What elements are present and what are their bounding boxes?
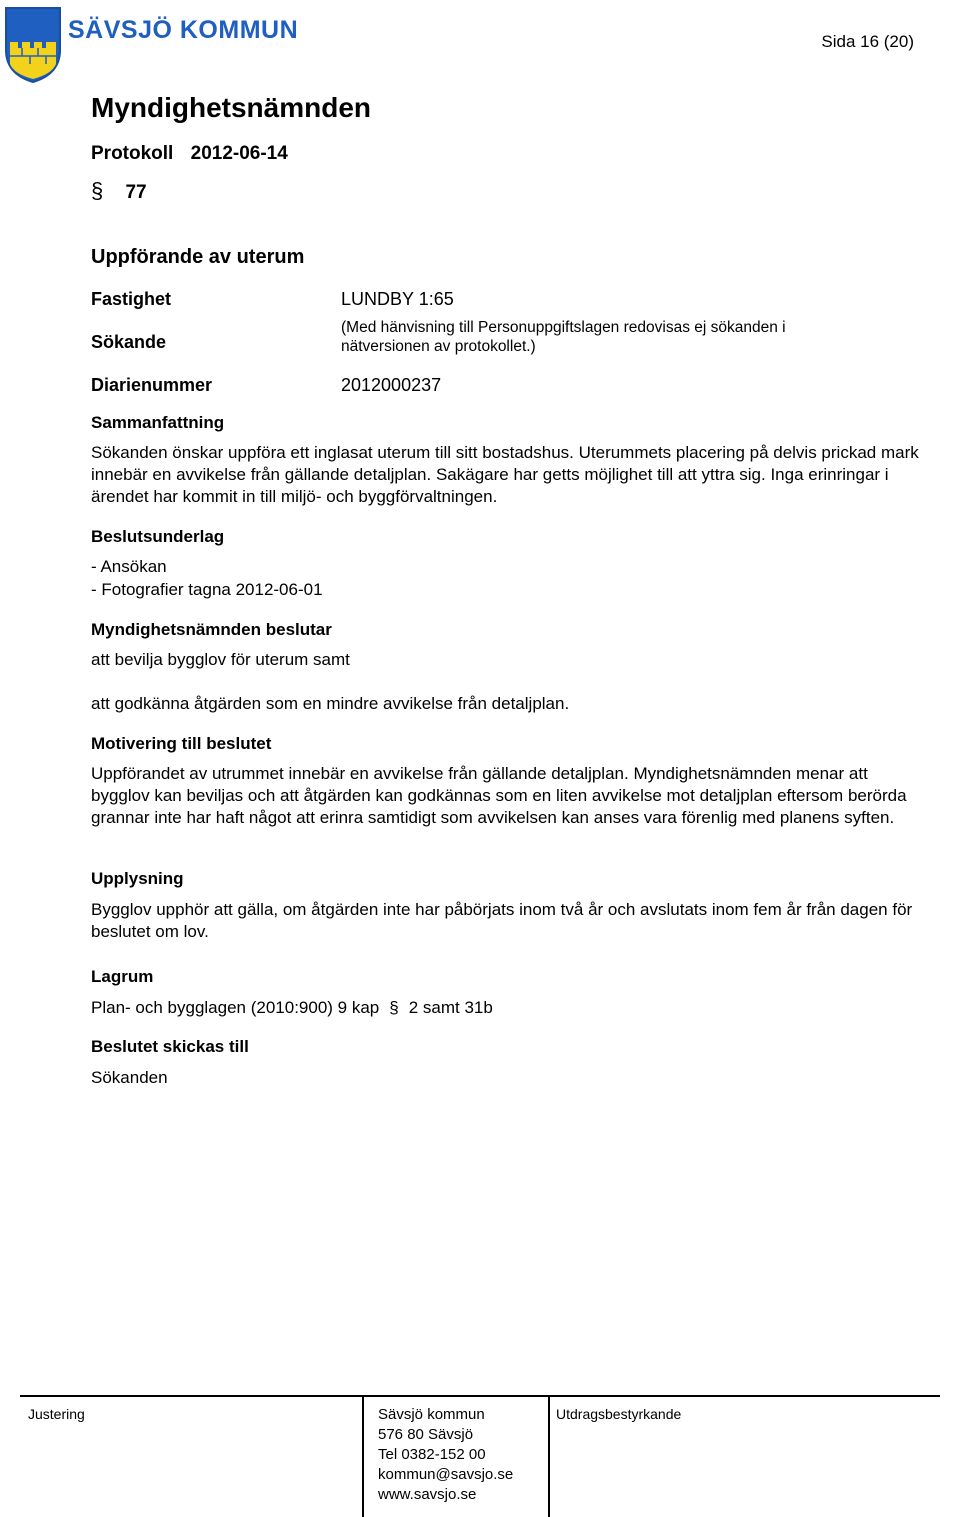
footer-utdragsbestyrkande: Utdragsbestyrkande (556, 1406, 682, 1422)
footer-justering: Justering (28, 1406, 85, 1422)
upplysning-heading: Upplysning (91, 869, 184, 888)
footer-postal-address: 576 80 Sävsjö (378, 1426, 474, 1443)
case-title: Uppförande av uterum (91, 246, 305, 268)
sammanfattning-text (91, 442, 921, 508)
section-sign-icon: § (389, 998, 399, 1017)
protocol-date: 2012-06-14 (190, 143, 288, 164)
footer-phone: Tel 0382-152 00 (378, 1446, 486, 1463)
page-number: Sida 16 (20) (821, 32, 914, 51)
beslutar-item-1: att bevilja bygglov för uterum samt (91, 650, 350, 669)
footer-address-block (378, 1405, 513, 1505)
footer-website: www.savsjo.se (378, 1486, 477, 1503)
motivering-heading: Motivering till beslutet (91, 734, 272, 753)
fastighet-label: Fastighet (91, 289, 172, 309)
sammanfattning-heading: Sammanfattning (91, 413, 225, 432)
municipality-logo-text: SÄVSJÖ KOMMUN (68, 16, 299, 44)
sokande-value (341, 318, 786, 356)
skickas-text: Sökanden (91, 1068, 168, 1087)
footer-org-name: Sävsjö kommun (378, 1406, 485, 1423)
beslutsunderlag-item: - Ansökan (91, 557, 167, 576)
beslutsunderlag-heading: Beslutsunderlag (91, 527, 225, 546)
lagrum-text-part-2: 2 samt 31b (408, 998, 493, 1017)
motivering-paragraph: Uppförandet av utrummet innebär en avvikelse från gällande detaljplan. Myndighetsnämnden menar att bygglov kan beviljas och att åtgärden kan godkännas som en liten avvikelse mot detaljplan eftersom berörda grannar inte har haft något att erinra samtidigt som avvikelsen kan anses vara förenlig med planens syften. (91, 764, 907, 827)
protocol-line (91, 143, 288, 165)
sokande-label: Sökande (91, 332, 167, 352)
section-sign-icon: § (91, 178, 104, 203)
sammanfattning-paragraph: Sökanden önskar uppföra ett inglasat uterum till sitt bostadshus. Uterummets placering på delvis prickad mark innebär en avvikelse från gällande detaljplan. Sakägare har getts möjlighet till att yttra sig. Inga erinringar i ärendet har kommit in till miljö- och byggförvaltningen. (91, 443, 919, 506)
paragraph-number: 77 (125, 182, 147, 203)
document-title: Myndighetsnämnden (91, 92, 372, 123)
paragraph-marker (91, 178, 147, 204)
protocol-label: Protokoll (91, 143, 174, 164)
beslutsunderlag-item: - Fotografier tagna 2012-06-01 (91, 580, 323, 599)
footer-divider (20, 1395, 940, 1397)
beslutar-heading: Myndighetsnämnden beslutar (91, 620, 332, 639)
diarienummer-label: Diarienummer (91, 375, 213, 395)
sokande-value-line-1: (Med hänvisning till Personuppgiftslagen redovisas ej sökanden i (341, 319, 786, 336)
upplysning-text (91, 899, 921, 943)
beslutar-item-2: att godkänna åtgärden som en mindre avvikelse från detaljplan. (91, 694, 570, 713)
motivering-text (91, 763, 921, 829)
sokande-value-line-2: nätversionen av protokollet.) (341, 338, 536, 355)
diarienummer-value: 2012000237 (341, 375, 442, 395)
upplysning-paragraph: Bygglov upphör att gälla, om åtgärden inte har påbörjats inom två år och avslutats inom fem år från dagen för beslutet om lov. (91, 900, 913, 941)
fastighet-value: LUNDBY 1:65 (341, 289, 454, 309)
skickas-heading: Beslutet skickas till (91, 1037, 249, 1056)
footer-email: kommun@savsjo.se (378, 1466, 514, 1483)
lagrum-heading: Lagrum (91, 967, 154, 986)
lagrum-text (91, 997, 493, 1019)
lagrum-text-part-1: Plan- och bygglagen (2010:900) 9 kap (91, 998, 380, 1017)
footer-column-divider (548, 1395, 550, 1517)
footer-column-divider (362, 1395, 364, 1517)
municipal-coat-of-arms-icon (4, 6, 62, 84)
